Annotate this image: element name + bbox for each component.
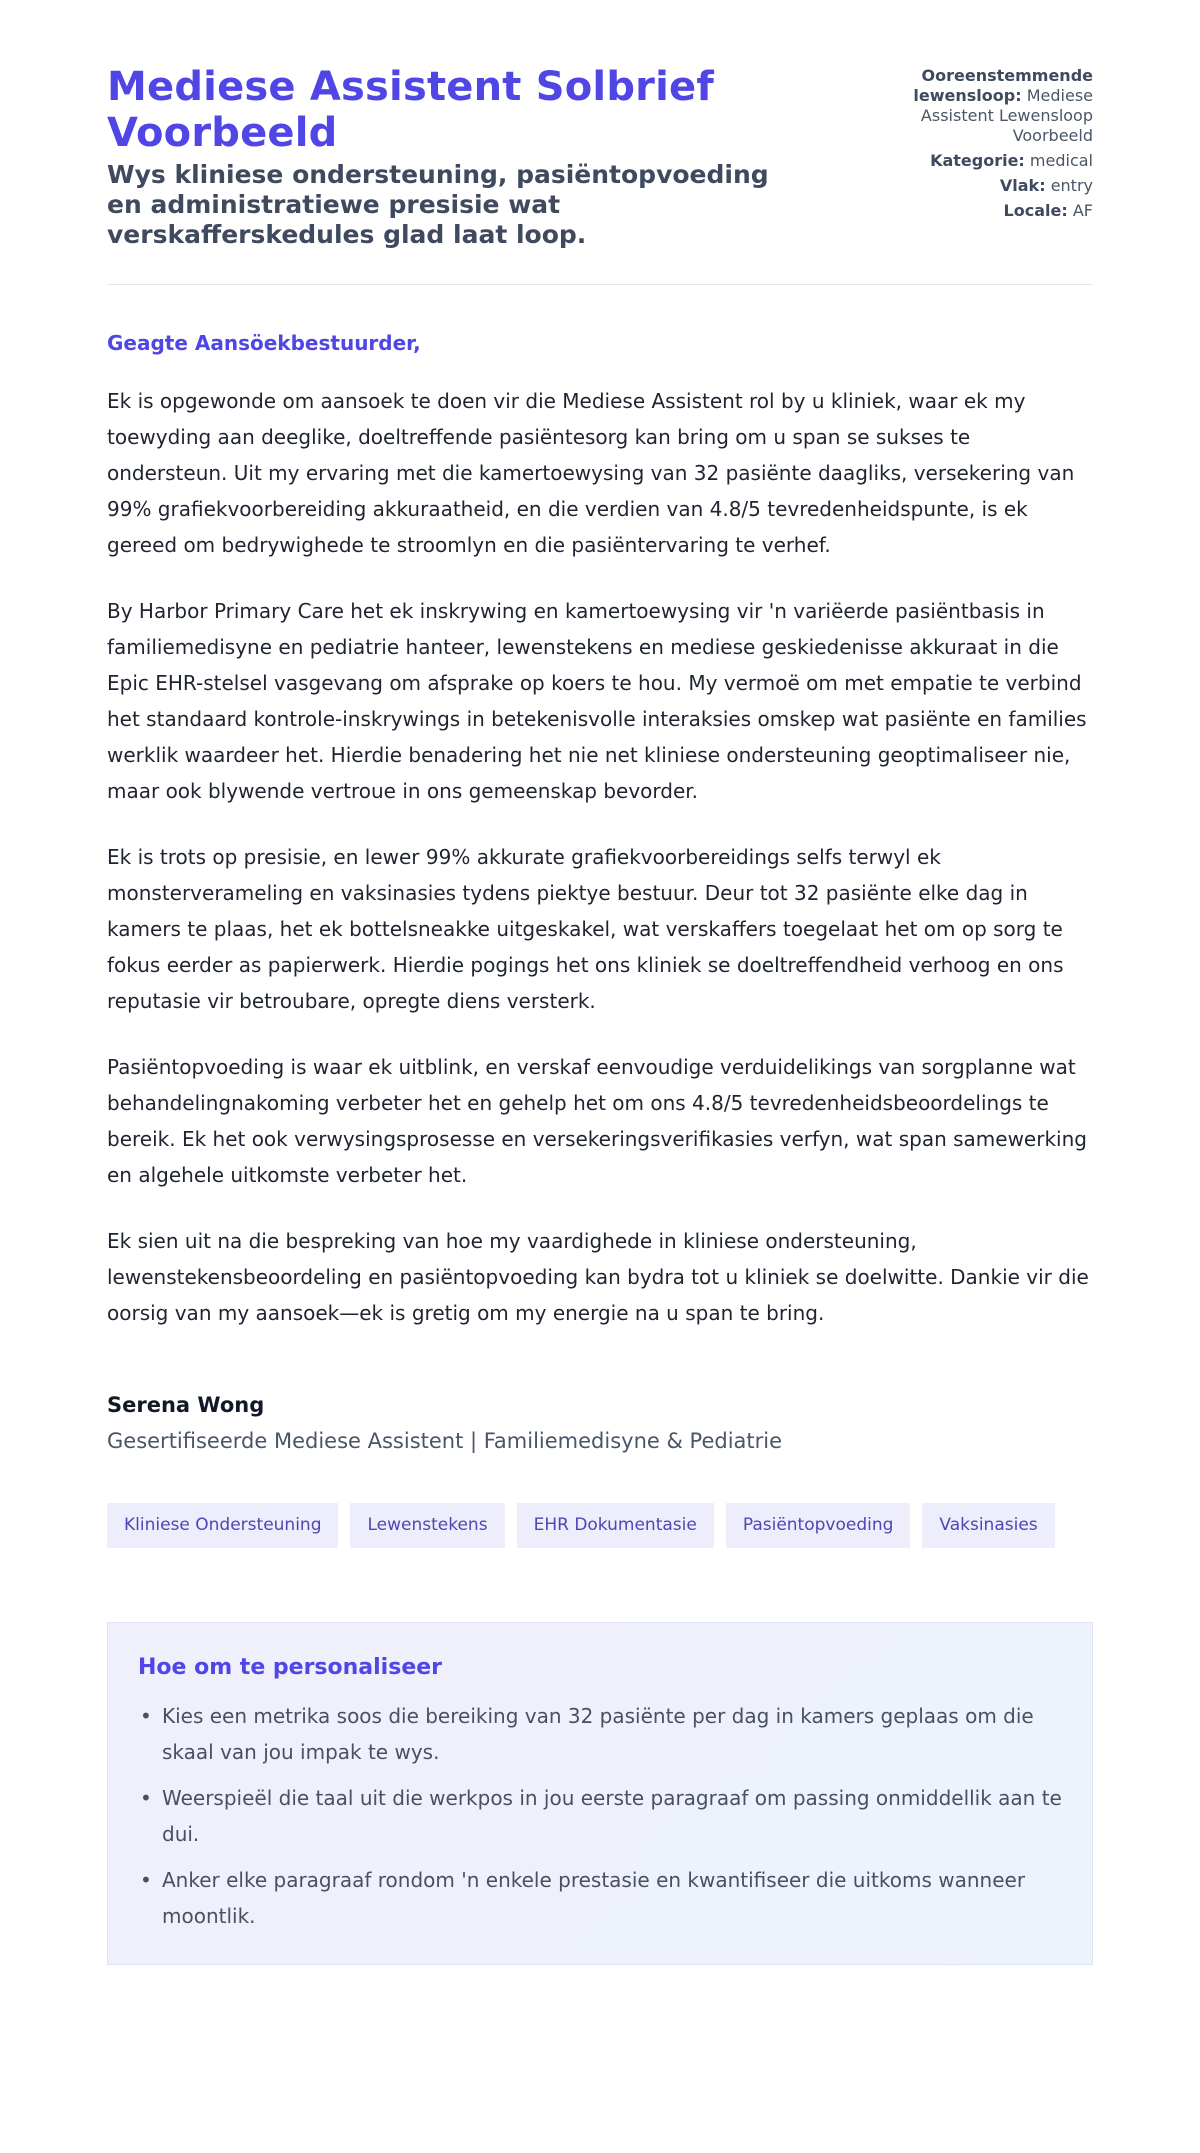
skill-tag: Vaksinasies bbox=[922, 1503, 1054, 1548]
tip-item bbox=[138, 1862, 1062, 1934]
letter-paragraph: Pasiëntopvoeding is waar ek uitblink, en verskaf eenvoudige verduidelikings van sorgplanne wat behandelingnakoming verbeter het en gehelp het om ons 4.8/5 tevredenheidsbeoordelings te bereik. Ek het ook verwysingsprosesse en versekeringsverifikasies verfyn, wat span samewerking en algehele uitkomste verbeter het. bbox=[107, 1055, 1087, 1187]
tip-text: Kies een metrika soos die bereiking van 32 pasiënte per dag in kamers geplaas om die skaal van jou impak te wys. bbox=[162, 1704, 1034, 1764]
meta-value: medical bbox=[1029, 151, 1093, 170]
page-subtitle: Wys kliniese ondersteuning, pasiëntopvoeding en administratiewe presisie wat verskafferskedules glad laat loop. bbox=[107, 160, 769, 249]
bullet-icon: • bbox=[140, 1786, 152, 1810]
meta-value: entry bbox=[1050, 176, 1093, 195]
meta-matching-resume bbox=[893, 66, 1093, 146]
meta-level bbox=[893, 176, 1093, 196]
tip-text: Anker elke paragraaf rondom 'n enkele prestasie en kwantifiseer die uitkoms wanneer moontlik. bbox=[162, 1868, 1026, 1928]
page-header bbox=[107, 64, 1093, 285]
skill-tag: Lewenstekens bbox=[350, 1503, 504, 1548]
tips-title: Hoe om te personaliseer bbox=[138, 1655, 443, 1680]
signature-role: Gesertifiseerde Mediese Assistent | Familiemedisyne & Pediatrie bbox=[107, 1429, 783, 1453]
skill-tag: Kliniese Ondersteuning bbox=[107, 1503, 338, 1548]
tips-list bbox=[138, 1698, 1062, 1934]
bullet-icon: • bbox=[140, 1704, 152, 1728]
letter-body bbox=[107, 331, 1093, 1453]
meta-key: Kategorie: bbox=[930, 151, 1025, 170]
letter-paragraph: Ek is trots op presisie, en lewer 99% akkurate grafiekvoorbereidings selfs terwyl ek monsterverameling en vaksinasies tydens piektye bestuur. Deur tot 32 pasiënte elke dag in kamers te plaas, het ek bottelsneakke uitgeskakel, wat verskaffers toegelaat het om op sorg te fokus eerder as papierwerk. Hierdie pogings het ons kliniek se doeltreffendheid verhoog en ons reputasie vir betroubare, opregte diens versterk. bbox=[107, 845, 1064, 1013]
letter-paragraph: Ek sien uit na die bespreking van hoe my vaardighede in kliniese ondersteuning, lewenstekensbeoordeling en pasiëntopvoeding kan bydra tot u kliniek se doelwitte. Dankie vir die oorsig van my aansoek—ek is gretig om my energie na u span te bring. bbox=[107, 1229, 1089, 1325]
letter-paragraph: By Harbor Primary Care het ek inskrywing en kamertoewysing vir 'n variëerde pasiëntbasis in familiemedisyne en pediatrie hanteer, lewenstekens en mediese geskiedenisse akkuraat in die Epic EHR-stelsel vasgevang om afsprake op koers te hou. My vermoë om met empatie te verbind het standaard kontrole-inskrywings in betekenisvolle interaksies omskep wat pasiënte en families werklik waardeer het. Hierdie benadering het nie net kliniese ondersteuning geoptimaliseer nie, maar ook blywende vertroue in ons gemeenskap bevorder. bbox=[107, 599, 1087, 803]
letter-paragraph: Ek is opgewonde om aansoek te doen vir die Mediese Assistent rol by u kliniek, waar ek my toewyding aan deeglike, doeltreffende pasiëntesorg kan bring om u span se sukses te ondersteun. Uit my ervaring met die kamertoewysing van 32 pasiënte daagliks, versekering van 99% grafiekvoorbereiding akkuraatheid, en die verdien van 4.8/5 tevredenheidspunte, is ek gereed om bedrywighede te stroomlyn en die pasiëntervaring te verhef. bbox=[107, 389, 1075, 557]
meta-key: Locale: bbox=[1003, 201, 1068, 220]
signature-name: Serena Wong bbox=[107, 1393, 265, 1417]
meta-value: Mediese Assistent Lewensloop Voorbeeld bbox=[920, 86, 1093, 145]
meta-key: Vlak: bbox=[999, 176, 1046, 195]
meta-locale bbox=[893, 201, 1093, 221]
skill-tags bbox=[107, 1503, 1093, 1548]
meta-value: AF bbox=[1072, 201, 1093, 220]
salutation: Geagte Aansöekbestuurder, bbox=[107, 331, 421, 355]
bullet-icon: • bbox=[140, 1868, 152, 1892]
personalize-tips-box bbox=[107, 1622, 1093, 1965]
page-title: Mediese Assistent Solbrief Voorbeeld bbox=[107, 64, 714, 156]
meta-key: Ooreenstemmende lewensloop: bbox=[913, 66, 1093, 105]
skill-tag: EHR Dokumentasie bbox=[517, 1503, 714, 1548]
tip-item bbox=[138, 1780, 1062, 1852]
meta-category bbox=[893, 151, 1093, 171]
tip-item bbox=[138, 1698, 1062, 1770]
tip-text: Weerspieël die taal uit die werkpos in jou eerste paragraaf om passing onmiddellik aan te dui. bbox=[162, 1786, 1062, 1846]
header-titles bbox=[107, 64, 787, 250]
meta-panel bbox=[893, 64, 1093, 226]
skill-tag: Pasiëntopvoeding bbox=[726, 1503, 911, 1548]
